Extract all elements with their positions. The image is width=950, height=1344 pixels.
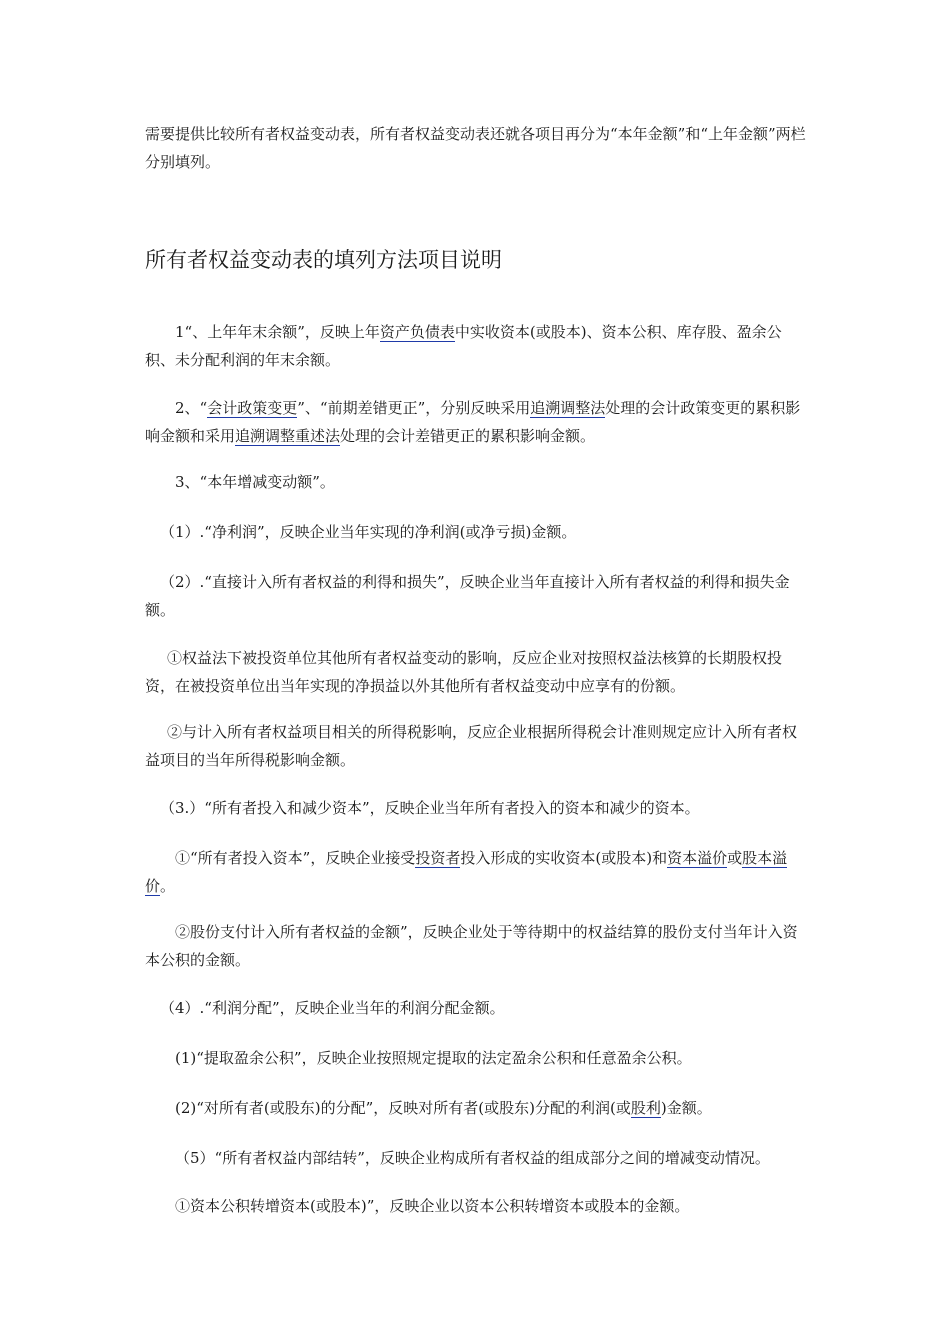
item-1-text-rest: 中实收资本(或股本)、资本公积、库存股、盈余公积、未分配利润的年末余额。 bbox=[145, 323, 782, 369]
item-2-text-b: ”、“前期差错更正”，分别反映采用 bbox=[297, 399, 531, 417]
item-3-3-paragraph: （3.）“所有者投入和减少资本”，反映企业当年所有者投入的资本和减少的资本。 bbox=[160, 799, 700, 817]
intro-paragraph: 需要提供比较所有者权益变动表，所有者权益变动表还就各项目再分为“本年金额”和“上年金额”两栏分别填列。 bbox=[145, 125, 806, 171]
link-balance-sheet[interactable]: 资产负债表 bbox=[379, 323, 455, 341]
item-2-text-c: 处理的会计政策变更的累积影响金额和采用 bbox=[145, 399, 801, 445]
item-3-4-paragraph: （4）.“利润分配”，反映企业当年的利润分配金额。 bbox=[160, 999, 505, 1017]
item-3-3-a-text-b: 投入形成的实收资本(或股本)和 bbox=[460, 849, 668, 867]
item-3-3-a-paragraph bbox=[145, 844, 810, 900]
item-3-3-b-paragraph: ②股份支付计入所有者权益的金额”，反映企业处于等待期中的权益结算的股份支付当年计入资本公积的金额。 bbox=[145, 923, 798, 969]
item-3-3-a-text: ①“所有者投入资本”，反映企业接受 bbox=[175, 849, 416, 867]
item-3-3-a-text-c: 或 bbox=[727, 849, 743, 867]
section-heading: 所有者权益变动表的填列方法项目说明 bbox=[145, 248, 502, 272]
item-3-4-2-text-b: )金额。 bbox=[660, 1099, 712, 1117]
item-3-1-paragraph: （1）.“净利润”，反映企业当年实现的净利润(或净亏损)金额。 bbox=[160, 523, 577, 541]
link-retrospective-adjustment[interactable]: 追溯调整法 bbox=[530, 399, 606, 417]
item-3-4-2-text: (2)“对所有者(或股东)的分配”，反映对所有者(或股东)分配的利润(或 bbox=[175, 1099, 631, 1117]
item-2-text: 2、“ bbox=[175, 399, 208, 417]
item-3-2-paragraph: （2）.“直接计入所有者权益的利得和损失”，反映企业当年直接计入所有者权益的利得和损失金额。 bbox=[145, 573, 790, 619]
item-3-3-a-text-d: 。 bbox=[160, 877, 176, 895]
item-3-4-1-paragraph: (1)“提取盈余公积”，反映企业按照规定提取的法定盈余公积和任意盈余公积。 bbox=[175, 1049, 692, 1067]
link-dividend[interactable]: 股利 bbox=[630, 1099, 661, 1117]
link-investor[interactable]: 投资者 bbox=[415, 849, 461, 867]
item-3-paragraph: 3、“本年增减变动额”。 bbox=[175, 473, 335, 491]
link-accounting-policy-change[interactable]: 会计政策变更 bbox=[207, 399, 298, 417]
item-1-paragraph bbox=[145, 318, 810, 374]
item-3-5-a-paragraph: ①资本公积转增资本(或股本)”，反映企业以资本公积转增资本或股本的金额。 bbox=[175, 1197, 690, 1215]
item-2-paragraph bbox=[145, 394, 810, 450]
link-capital-premium[interactable]: 资本溢价 bbox=[667, 849, 728, 867]
item-3-2-a-paragraph: ①权益法下被投资单位其他所有者权益变动的影响，反应企业对按照权益法核算的长期股权投资，在被投资单位出当年实现的净损益以外其他所有者权益变动中应享有的份额。 bbox=[145, 649, 783, 695]
item-3-5-paragraph: （5）“所有者权益内部结转”，反映企业构成所有者权益的组成部分之间的增减变动情况。 bbox=[175, 1149, 770, 1167]
item-2-text-d: 处理的会计差错更正的累积影响金额。 bbox=[340, 427, 596, 445]
link-retrospective-restatement[interactable]: 追溯调整重述法 bbox=[235, 427, 341, 445]
item-3-2-b-paragraph: ②与计入所有者权益项目相关的所得税影响，反应企业根据所得税会计准则规定应计入所有者权益项目的当年所得税影响金额。 bbox=[145, 723, 798, 769]
item-1-text: 1“、上年年末余额”，反映上年 bbox=[175, 323, 380, 341]
item-3-4-2-paragraph bbox=[145, 1094, 810, 1122]
link-share-premium[interactable]: 股本溢价 bbox=[145, 849, 788, 895]
